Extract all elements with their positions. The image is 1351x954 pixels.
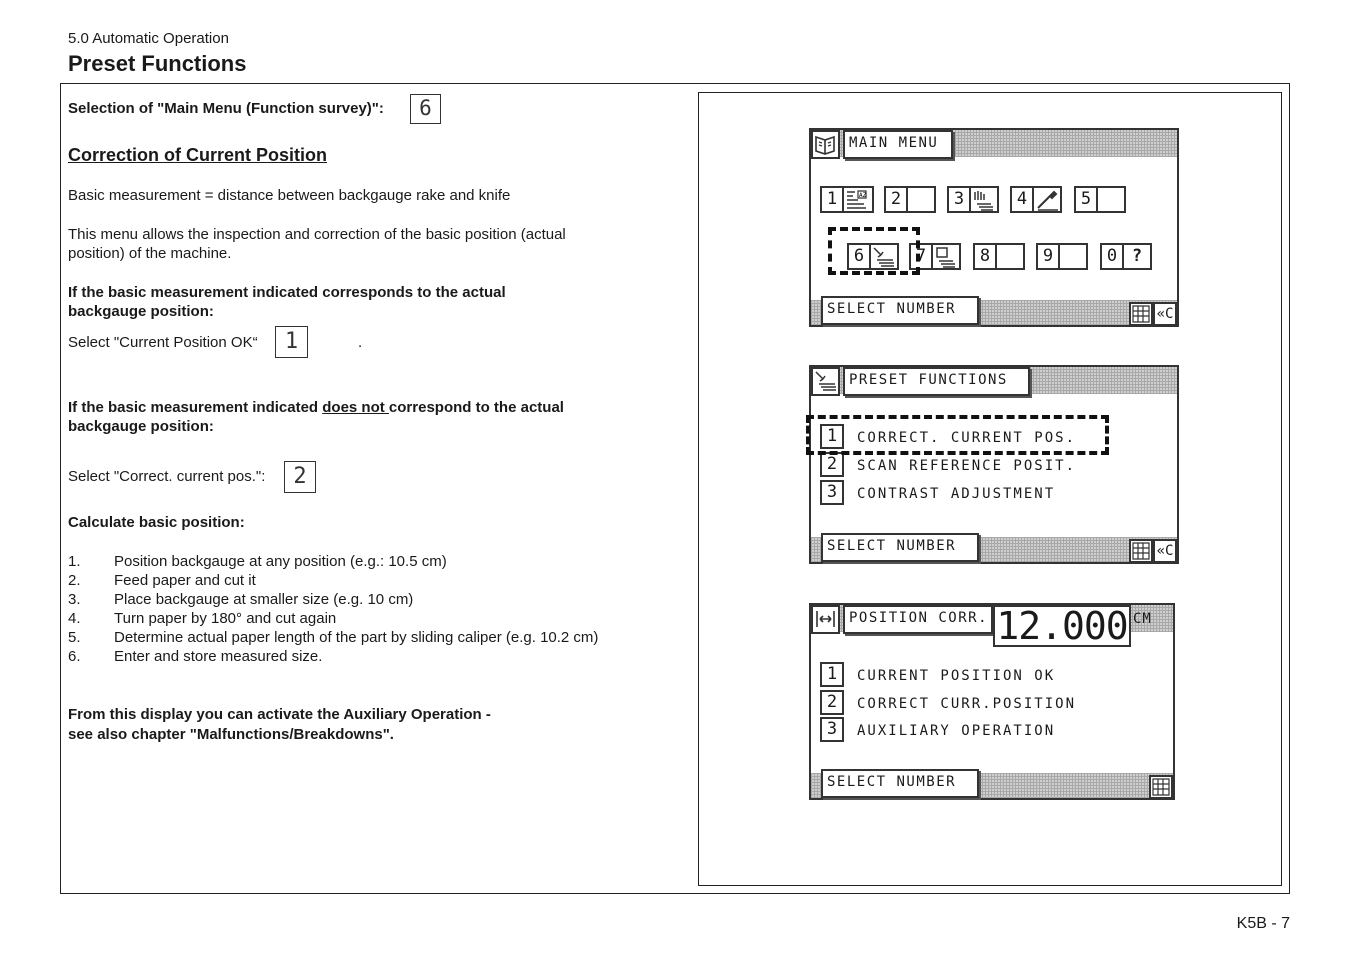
menu-key-0[interactable]: 0 [1100,243,1124,270]
select-ok-label: Select "Current Position OK“ [68,334,258,351]
selection-label: Selection of "Main Menu (Function survey)": [68,100,384,117]
preset-cut-icon [811,367,840,396]
key-2: 2 [284,461,316,493]
footer-prompt: SELECT NUMBER [821,296,979,325]
page-number: K5B - 7 [1236,915,1290,932]
key-6: 6 [410,94,441,124]
menu-key-9[interactable]: 9 [1036,243,1060,270]
menu-key-8[interactable]: 8 [973,243,997,270]
if-not-part1: If the basic measurement indicated [68,399,323,416]
option-label-3[interactable]: AUXILIARY OPERATION [857,723,1056,739]
menu-key-5[interactable]: 5 [1074,186,1098,213]
menu-key-7[interactable]: 7 [909,243,933,270]
program-icon-box [971,186,999,213]
option-key-1[interactable]: 1 [820,662,844,687]
if-corresponds-line1: If the basic measurement indicated corresponds to the actual [68,284,506,301]
screen-title: MAIN MENU [843,130,953,159]
keypad-icon[interactable] [1129,539,1153,563]
menu-desc-line1: This menu allows the inspection and correction of the basic position (actual [68,226,566,243]
position-unit: CM [1133,611,1152,627]
option-key-3[interactable]: 3 [820,480,844,505]
empty-slot [1060,243,1088,270]
position-value: 12.000 [993,605,1131,647]
list-item: 3. Place backgauge at smaller size (e.g. 10 cm) [68,591,414,608]
program-icon-box [933,243,961,270]
position-arrow-icon [811,605,840,634]
list-item: 4. Turn paper by 180° and cut again [68,610,337,627]
option-label-1[interactable]: CORRECT. CURRENT POS. [857,430,1077,446]
svg-text:AZ: AZ [859,192,867,199]
menu-key-2[interactable]: 2 [884,186,908,213]
if-not-underline: does not [322,399,389,416]
steps-list [68,552,668,672]
option-key-3[interactable]: 3 [820,717,844,742]
menu-key-6[interactable]: 6 [847,243,871,270]
aux-line2: see also chapter "Malfunctions/Breakdowns". [68,726,394,743]
basic-measurement-text: Basic measurement = distance between backgauge rake and knife [68,187,511,204]
if-corresponds-line2: backgauge position: [68,303,214,320]
option-label-2[interactable]: SCAN REFERENCE POSIT. [857,458,1077,474]
section-label: 5.0 Automatic Operation [68,30,229,47]
empty-slot [908,186,936,213]
key-1: 1 [275,326,308,358]
option-label-3[interactable]: CONTRAST ADJUSTMENT [857,486,1056,502]
help-icon[interactable]: ? [1124,243,1152,270]
screen-title: POSITION CORR. [843,605,993,634]
tools-icon-box [1034,186,1062,213]
footer-prompt: SELECT NUMBER [821,533,979,562]
if-not-line1 [68,398,564,417]
keypad-icon[interactable] [1129,302,1153,326]
empty-slot [997,243,1025,270]
calc-heading: Calculate basic position: [68,514,245,531]
option-key-2[interactable]: 2 [820,690,844,715]
highlight-option-1 [806,415,1109,455]
list-item: 2. Feed paper and cut it [68,572,256,589]
option-key-2[interactable]: 2 [820,452,844,477]
back-clear-icon[interactable]: «C [1153,539,1177,563]
option-label-1[interactable]: CURRENT POSITION OK [857,668,1056,684]
menu-key-4[interactable]: 4 [1010,186,1034,213]
footer-prompt: SELECT NUMBER [821,769,979,798]
list-item: 1. Position backgauge at any position (e.g.: 10.5 cm) [68,553,447,570]
back-clear-icon[interactable]: «C [1153,302,1177,326]
book-icon [811,130,840,159]
aux-line1: From this display you can activate the Auxiliary Operation - [68,706,491,723]
preset-functions-icon [844,188,872,211]
menu-desc-line2: position) of the machine. [68,245,232,262]
selection-line [68,99,384,118]
page-title: Preset Functions [68,51,247,76]
position-correction-screen [809,603,1175,800]
list-item: 6. Enter and store measured size. [68,648,323,665]
highlight-key-6 [828,227,920,275]
if-not-line2: backgauge position: [68,418,214,435]
document-program-icon [933,245,959,268]
menu-key-1[interactable]: 1 [820,186,844,213]
menu-key-3[interactable]: 3 [947,186,971,213]
option-key-1[interactable]: 1 [820,424,844,449]
select-correct-label: Select "Correct. current pos.": [68,468,266,485]
list-item: 5. Determine actual paper length of the part by sliding caliper (e.g. 10.2 cm) [68,629,599,646]
keypad-icon[interactable] [1149,775,1173,799]
preset-functions-screen [809,365,1179,564]
hand-program-icon [971,188,997,211]
if-not-part2: correspond to the actual [388,399,564,416]
section-heading: Correction of Current Position [68,145,328,165]
select-ok-trail: . [358,334,363,351]
wrench-icon [1034,188,1060,211]
preset-icon-box [844,186,874,213]
empty-slot [1098,186,1126,213]
option-label-2[interactable]: CORRECT CURR.POSITION [857,696,1077,712]
screen-title: PRESET FUNCTIONS [843,367,1030,396]
